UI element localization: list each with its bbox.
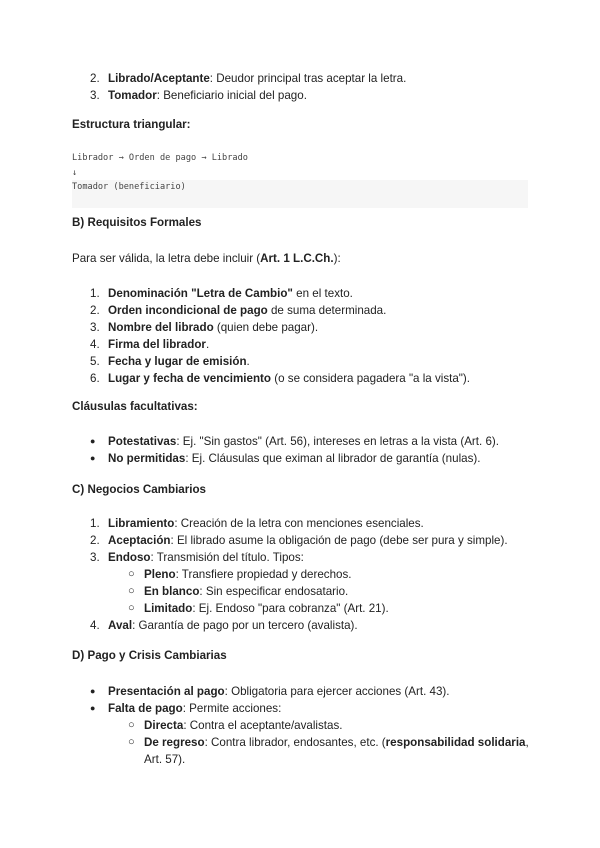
intro-text: ): bbox=[333, 252, 341, 265]
sub-list-item bbox=[72, 734, 532, 768]
list-number: 2. bbox=[90, 72, 100, 85]
estructura-heading: Estructura triangular: bbox=[72, 118, 191, 131]
term-text: : Obligatoria para ejercer acciones (Art. 43). bbox=[224, 685, 450, 698]
term-text: : Ej. "Sin gastos" (Art. 56), intereses en letras a la vista (Art. 6). bbox=[176, 435, 499, 448]
term-text: : Permite acciones: bbox=[182, 702, 282, 715]
sub-list-item bbox=[72, 566, 542, 583]
term-bold: Libramiento bbox=[108, 517, 175, 530]
term-bold: Directa bbox=[144, 719, 184, 732]
term-bold: De regreso bbox=[144, 736, 205, 749]
term-text: : Creación de la letra con menciones esenciales. bbox=[174, 517, 424, 530]
circle-bullet-icon: ○ bbox=[128, 719, 135, 731]
bullet-icon: ● bbox=[90, 703, 96, 713]
pago-list bbox=[72, 683, 542, 768]
term-text: (quien debe pagar). bbox=[213, 321, 319, 334]
list-number: 3. bbox=[90, 89, 100, 102]
list-item bbox=[72, 617, 542, 634]
term-text: de suma determinada. bbox=[267, 304, 387, 317]
term-bold: Librado/Aceptante bbox=[108, 72, 210, 85]
term-text: en el texto. bbox=[292, 287, 353, 300]
list-number: 6. bbox=[90, 372, 100, 385]
term-bold: Fecha y lugar de emisión bbox=[108, 355, 247, 368]
term-text: : El librado asume la obligación de pago (debe ser pura y simple). bbox=[170, 534, 508, 547]
list-item bbox=[72, 319, 542, 336]
list-number: 2. bbox=[90, 534, 100, 547]
term-text: : Transmisión del título. Tipos: bbox=[150, 551, 304, 564]
clausulas-list bbox=[72, 433, 542, 467]
circle-bullet-icon: ○ bbox=[128, 736, 135, 748]
term-bold: Tomador bbox=[108, 89, 157, 102]
term-text: . bbox=[205, 338, 210, 351]
negocios-list bbox=[72, 515, 542, 634]
section-d-heading: D) Pago y Crisis Cambiarias bbox=[72, 649, 227, 662]
term-text: : Transfiere propiedad y derechos. bbox=[175, 568, 352, 581]
bullet-icon: ● bbox=[90, 686, 96, 696]
code-line: ↓ bbox=[72, 167, 78, 178]
list-number: 1. bbox=[90, 287, 100, 300]
term-text: : Ej. Cláusulas que eximan al librador de garantía (nulas). bbox=[185, 452, 481, 465]
parties-list bbox=[72, 70, 542, 104]
term-text: : Ej. Endoso "para cobranza" (Art. 21). bbox=[192, 602, 389, 615]
circle-bullet-icon: ○ bbox=[128, 585, 135, 597]
term-text: : Beneficiario inicial del pago. bbox=[156, 89, 307, 102]
list-item bbox=[72, 515, 542, 532]
code-line bbox=[72, 180, 528, 208]
list-item bbox=[72, 532, 542, 549]
circle-bullet-icon: ○ bbox=[128, 602, 135, 614]
list-item bbox=[72, 549, 542, 566]
code-block bbox=[72, 151, 528, 208]
term-text: : Deudor principal tras aceptar la letra. bbox=[209, 72, 407, 85]
section-c-heading: C) Negocios Cambiarios bbox=[72, 483, 207, 496]
sub-list-item bbox=[72, 600, 542, 617]
bullet-icon: ● bbox=[90, 453, 96, 463]
term-bold: En blanco bbox=[144, 585, 200, 598]
term-bold: Falta de pago bbox=[108, 702, 183, 715]
list-item bbox=[72, 450, 542, 467]
list-item bbox=[72, 433, 542, 450]
list-item bbox=[72, 87, 542, 104]
code-line-text: Tomador (beneficiario) bbox=[72, 182, 186, 192]
list-number: 4. bbox=[90, 619, 100, 632]
list-item bbox=[72, 370, 542, 387]
term-bold: Potestativas bbox=[108, 435, 177, 448]
term-text: . bbox=[246, 355, 250, 368]
term-bold: Aceptación bbox=[108, 534, 171, 547]
term-bold: No permitidas bbox=[108, 452, 186, 465]
intro-bold: Art. 1 L.C.Ch. bbox=[260, 252, 334, 265]
list-item bbox=[72, 285, 542, 302]
bullet-icon: ● bbox=[90, 436, 96, 446]
list-item bbox=[72, 336, 542, 353]
clausulas-heading: Cláusulas facultativas: bbox=[72, 400, 198, 413]
list-item bbox=[72, 353, 542, 370]
list-number: 3. bbox=[90, 321, 100, 334]
list-number: 4. bbox=[90, 338, 100, 351]
term-bold: Pleno bbox=[144, 568, 176, 581]
term-text: , Art. 57). bbox=[144, 736, 529, 766]
term-bold: Aval bbox=[108, 619, 133, 632]
section-b-intro bbox=[72, 250, 341, 267]
term-bold: Firma del librador bbox=[108, 338, 206, 351]
list-item bbox=[72, 700, 542, 717]
list-item bbox=[72, 70, 542, 87]
list-number: 1. bbox=[90, 517, 100, 530]
term-bold: Denominación "Letra de Cambio" bbox=[108, 287, 293, 300]
term-bold: Orden incondicional de pago bbox=[108, 304, 268, 317]
list-number: 2. bbox=[90, 304, 100, 317]
term-bold: Limitado bbox=[144, 602, 193, 615]
term-bold: Nombre del librado bbox=[108, 321, 214, 334]
sub-list-item bbox=[72, 717, 542, 734]
term-text: : Contra librador, endosantes, etc. ( bbox=[204, 736, 386, 749]
list-item bbox=[72, 302, 542, 319]
sub-list-item bbox=[72, 583, 542, 600]
code-line: Librador → Orden de pago → Librado bbox=[72, 153, 248, 163]
intro-text: Para ser válida, la letra debe incluir ( bbox=[72, 252, 261, 265]
requisitos-list bbox=[72, 285, 542, 387]
list-number: 3. bbox=[90, 551, 100, 564]
term-text: : Sin especificar endosatario. bbox=[199, 585, 349, 598]
term-text: : Contra el aceptante/avalistas. bbox=[183, 719, 343, 732]
circle-bullet-icon: ○ bbox=[128, 568, 135, 580]
list-number: 5. bbox=[90, 355, 100, 368]
term-bold: Lugar y fecha de vencimiento bbox=[108, 372, 272, 385]
term-bold: responsabilidad solidaria bbox=[385, 736, 526, 749]
term-text: (o se considera pagadera "a la vista"). bbox=[271, 372, 471, 385]
term-bold: Presentación al pago bbox=[108, 685, 225, 698]
section-b-heading: B) Requisitos Formales bbox=[72, 216, 202, 229]
list-item bbox=[72, 683, 542, 700]
term-bold: Endoso bbox=[108, 551, 151, 564]
term-text: : Garantía de pago por un tercero (avalista). bbox=[132, 619, 358, 632]
